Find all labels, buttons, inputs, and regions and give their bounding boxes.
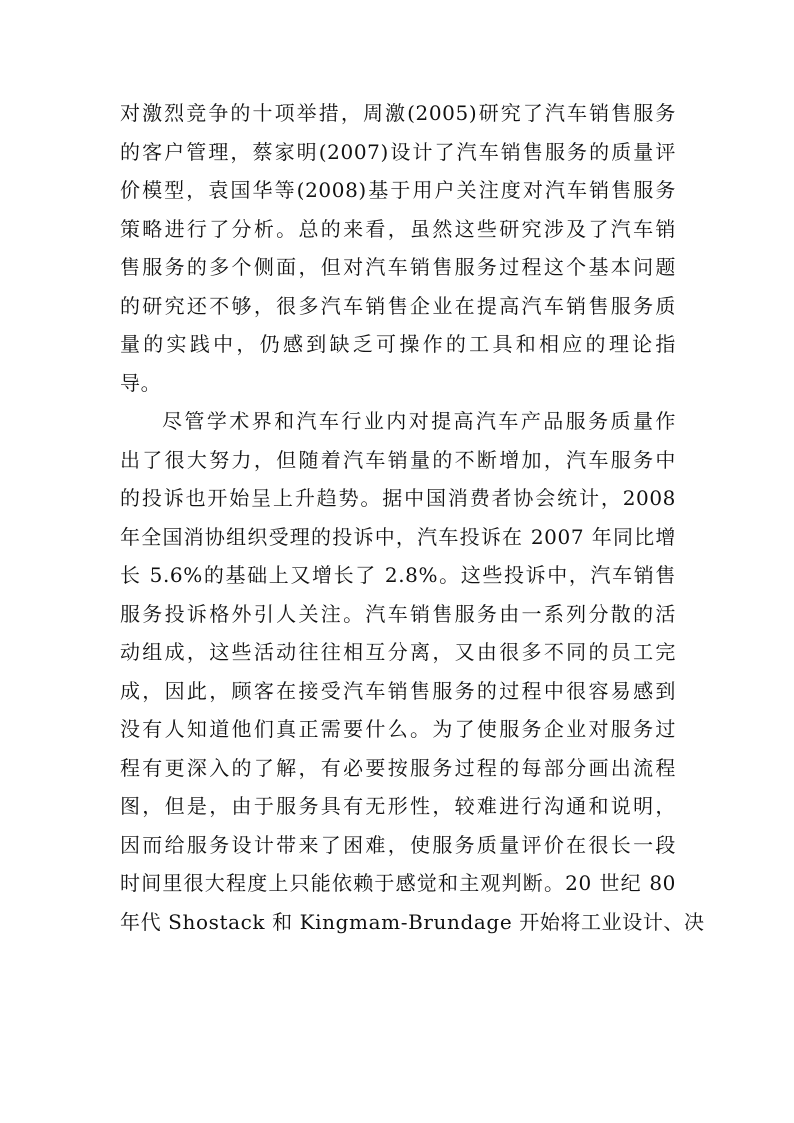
paragraph-line: 出了很大努力，但随着汽车销量的不断增加，汽车服务中 <box>120 447 676 472</box>
paragraph-line: 服务投诉格外引人关注。汽车销售服务由一系列分散的活 <box>120 601 676 626</box>
paragraph-line: 成，因此，顾客在接受汽车销售服务的过程中很容易感到 <box>120 678 676 703</box>
paragraph-line: 对激烈竞争的十项举措，周激(2005)研究了汽车销售服务 <box>120 101 676 125</box>
paragraph-line: 售服务的多个侧面，但对汽车销售服务过程这个基本问题 <box>120 255 676 279</box>
paragraph-line: 的研究还不够，很多汽车销售企业在提高汽车销售服务质 <box>120 293 676 318</box>
paragraph-line: 量的实践中，仍感到缺乏可操作的工具和相应的理论指 <box>120 332 676 356</box>
paragraph-line: 的客户管理，蔡家明(2007)设计了汽车销售服务的质量评 <box>120 139 676 164</box>
paragraph-line: 长 5.6%的基础上又增长了 2.8%。这些投诉中，汽车销售 <box>120 563 676 587</box>
paragraph-line: 策略进行了分析。总的来看，虽然这些研究涉及了汽车销 <box>120 216 676 241</box>
paragraph-line: 年代 Shostack 和 Kingmam-Brundage 开始将工业设计、决 <box>120 909 705 934</box>
paragraph-line: 因而给服务设计带来了困难，使服务质量评价在很长一段 <box>120 832 676 857</box>
paragraph-line: 图，但是，由于服务具有无形性，较难进行沟通和说明， <box>120 794 676 818</box>
paragraph-line: 时间里很大程度上只能依赖于感觉和主观判断。20 世纪 80 <box>120 871 676 895</box>
paragraph-line: 导。 <box>120 370 162 395</box>
paragraph-line: 价模型，袁国华等(2008)基于用户关注度对汽车销售服务 <box>120 178 676 202</box>
paragraph-line: 尽管学术界和汽车行业内对提高汽车产品服务质量作 <box>162 409 676 433</box>
paragraph-line: 程有更深入的了解，有必要按服务过程的每部分画出流程 <box>120 755 676 780</box>
paragraph-line: 没有人知道他们真正需要什么。为了使服务企业对服务过 <box>120 717 676 741</box>
body-text <box>120 94 705 941</box>
paragraph-line: 年全国消协组织受理的投诉中，汽车投诉在 2007 年同比增 <box>120 524 676 549</box>
paragraph-line: 的投诉也开始呈上升趋势。据中国消费者协会统计，2008 <box>120 486 676 510</box>
paragraph-line: 动组成，这些活动往往相互分离，又由很多不同的员工完 <box>120 640 676 664</box>
